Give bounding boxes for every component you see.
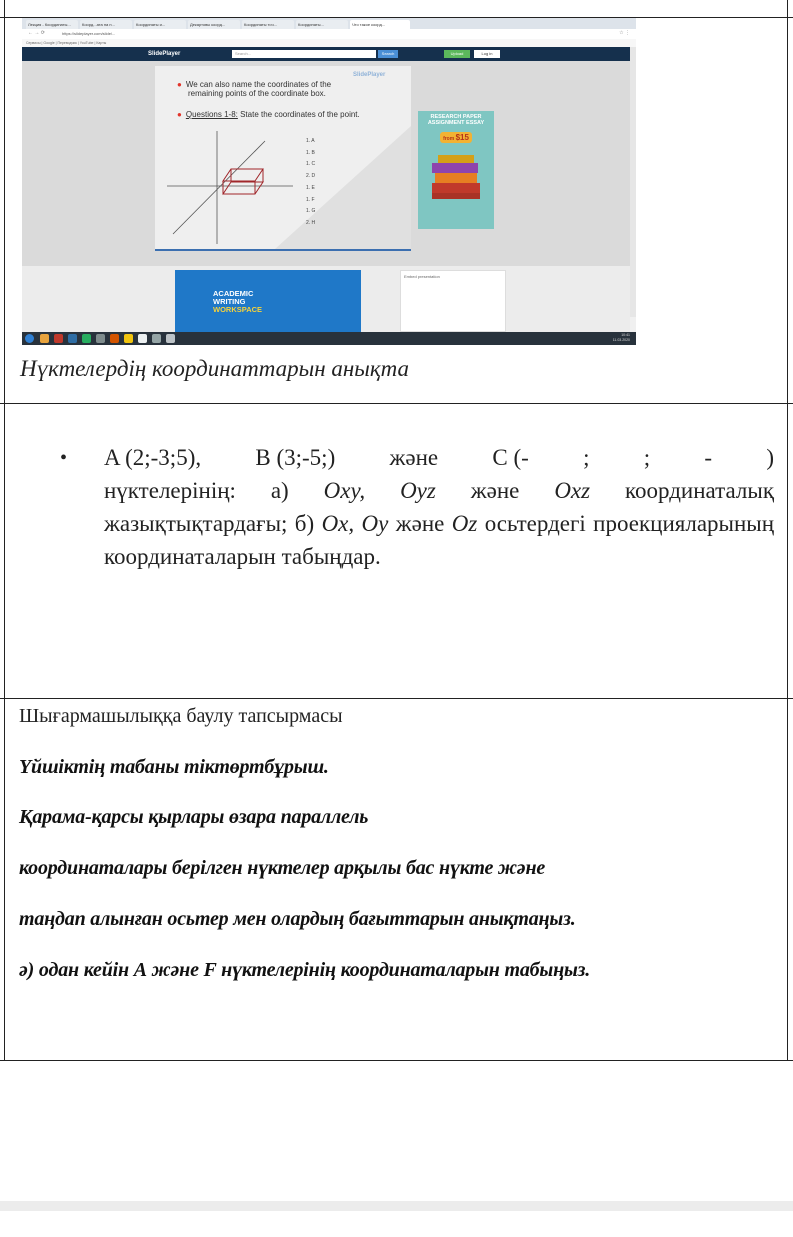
embed-presentation-card[interactable] — [400, 270, 506, 332]
exercise-line-1: A (2;-3;5), B (3;-5;) және C (- ; ; - ) — [104, 445, 774, 470]
search-input[interactable]: Search... — [232, 50, 376, 58]
search-button[interactable]: Search — [378, 50, 398, 58]
screenshot-caption: Нүктелердің координаттарын анықта — [20, 356, 410, 381]
ad-title: RESEARCH PAPER ASSIGNMENT ESSAY — [427, 114, 485, 126]
browser-tab[interactable]: Координаты и... — [134, 20, 186, 29]
slide-stage — [22, 61, 630, 266]
ad-text: ACADEMIC WRITING WORKSPACE — [213, 289, 263, 314]
app-icon[interactable] — [152, 334, 161, 343]
lower-ads-area — [22, 266, 630, 332]
slide-watermark: SlidePlayer — [353, 72, 386, 78]
app-icon[interactable] — [54, 334, 63, 343]
browser-tab[interactable]: Коорд...ата на п... — [80, 20, 132, 29]
windows-taskbar — [22, 332, 636, 345]
excel-icon[interactable] — [82, 334, 91, 343]
ad-price: from $15 — [440, 132, 472, 143]
taskbar-clock: 10:41 11.03.2020 — [612, 333, 630, 342]
bullet-dot-icon: ● — [177, 80, 182, 89]
slide-text-line: ● Questions 1-8: State the coordinates of the point. — [177, 110, 360, 119]
url-text[interactable]: https://slideplayer.com/slide/... — [62, 31, 116, 36]
slideplayer-logo[interactable]: SlidePlayer — [148, 51, 181, 57]
browser-tab[interactable]: Координаты точ... — [242, 20, 294, 29]
browser-tab[interactable]: Координаты... — [296, 20, 348, 29]
slideplayer-header — [22, 47, 636, 61]
row-divider-1 — [0, 403, 793, 404]
powerpoint-icon[interactable] — [110, 334, 119, 343]
app-icon[interactable] — [96, 334, 105, 343]
browser-tab[interactable]: Декартовы коорд... — [188, 20, 240, 29]
word-icon[interactable] — [68, 334, 77, 343]
books-icon — [426, 151, 486, 201]
bookmarks-bar: Сервисы | Google | Переводчик | YouTube | Карты — [22, 39, 636, 47]
start-button-icon[interactable] — [25, 334, 34, 343]
table-right-border — [787, 0, 788, 1061]
bullet-icon: • — [60, 447, 68, 469]
embedded-screenshot — [22, 18, 636, 345]
star-icon[interactable]: ☆ ⋮ — [619, 30, 630, 36]
task-line: Қарама-қарсы қырлары өзара параллель — [19, 806, 369, 828]
task-line: ә) одан кейін А және F нүктелерінің координаталарын табыңыз. — [19, 959, 591, 981]
browser-icon[interactable] — [40, 334, 49, 343]
page-scrollbar[interactable] — [630, 47, 636, 317]
bullet-dot-icon: ● — [177, 110, 182, 119]
research-paper-ad[interactable] — [418, 111, 494, 229]
back-forward-icon[interactable]: ← → ⟳ — [28, 30, 45, 36]
row-divider-2 — [0, 698, 793, 699]
embed-label: Embed presentation — [404, 274, 440, 279]
browser-tab-strip — [22, 18, 636, 29]
upload-button[interactable]: Upload — [444, 50, 470, 58]
task-line: координаталары берілген нүктелер арқылы бас нүкте және — [19, 857, 546, 879]
creative-task-title: Шығармашылыққа баулу тапсырмасы — [19, 705, 343, 727]
app-icon[interactable] — [124, 334, 133, 343]
page-bottom-band — [0, 1201, 793, 1211]
login-button[interactable]: Log in — [474, 50, 500, 58]
table-left-border — [4, 0, 5, 1061]
task-line: таңдап алынған осьтер мен олардың бағыттарын анықтаңыз. — [19, 908, 576, 930]
academic-writing-ad[interactable] — [175, 270, 361, 332]
coordinate-box-diagram — [165, 126, 295, 246]
row-divider-bottom — [0, 1060, 793, 1061]
browser-tab[interactable]: Лекция - Координаты... — [26, 20, 78, 29]
browser-tab-active[interactable]: Что такое коорд... — [350, 20, 410, 29]
slide-text-line: ● We can also name the coordinates of the — [177, 80, 332, 89]
chrome-icon[interactable] — [138, 334, 147, 343]
points-list: 1. A 1. B 1. C 2. D 1. E 1. F 1. G 2. H — [306, 138, 316, 226]
folder-icon[interactable] — [166, 334, 175, 343]
slide-text-line: remaining points of the coordinate box. — [188, 89, 326, 98]
task-line: Үйшіктің табаны тіктөртбұрыш. — [19, 756, 329, 778]
exercise-text: A (2;-3;5), B (3;-5;) және C (- ; ; - ) нүктелерінің: а) Oxy, Oyz және Oxz координаталық жазықтықтардағы; б) Ox, Oy және Oz осьтердегі проекцияларының координаталарын табыңдар. — [104, 441, 774, 573]
slide-preview[interactable] — [155, 66, 411, 251]
